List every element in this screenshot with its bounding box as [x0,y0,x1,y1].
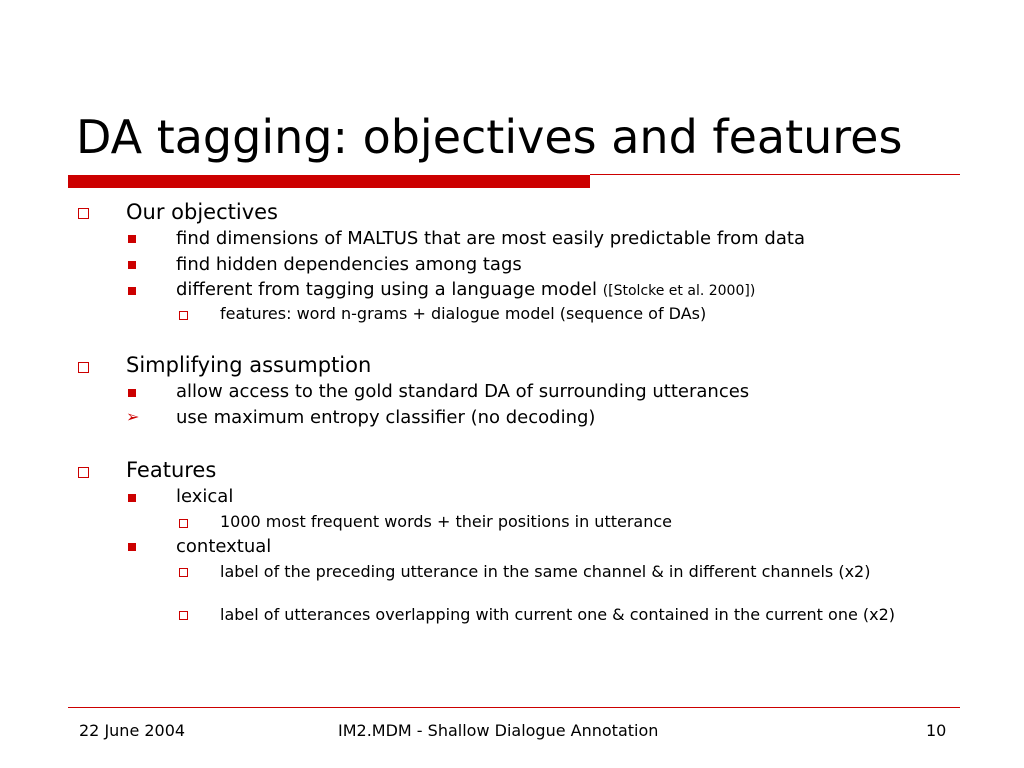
footer-date: 22 June 2004 [79,721,186,740]
hollow-square-bullet-icon [179,519,188,528]
hollow-square-bullet-icon [78,208,89,219]
section-heading-features: Features [126,458,217,482]
list-item: allow access to the gold standard DA of surrounding utterances [176,381,750,402]
footer-rule [68,707,960,708]
slide-title: DA tagging: objectives and features [76,110,903,164]
hollow-square-bullet-icon [179,611,188,620]
list-item: lexical [176,486,234,507]
hollow-square-bullet-icon [78,362,89,373]
list-item: find dimensions of MALTUS that are most easily predictable from data [176,228,805,249]
citation: ([Stolcke et al. 2000]) [602,283,756,299]
solid-square-bullet-icon [128,389,136,397]
solid-square-bullet-icon [128,235,136,243]
page-number: 10 [926,721,947,740]
list-item [176,278,755,303]
arrow-bullet-icon: ➢ [126,407,140,426]
list-item: 1000 most frequent words + their positions in utterance [220,512,672,531]
list-item: find hidden dependencies among tags [176,254,522,275]
list-item-text: different from tagging using a language model [176,279,597,300]
hollow-square-bullet-icon [179,568,188,577]
solid-square-bullet-icon [128,287,136,295]
section-heading-objectives: Our objectives [126,200,278,224]
footer-title: IM2.MDM - Shallow Dialogue Annotation [338,721,659,740]
list-item: label of utterances overlapping with current one & contained in the current one (x2) [220,605,896,624]
solid-square-bullet-icon [128,261,136,269]
list-item: contextual [176,536,272,557]
list-item: use maximum entropy classifier (no decoding) [176,407,596,428]
list-item: features: word n-grams + dialogue model (sequence of DAs) [220,304,707,323]
solid-square-bullet-icon [128,494,136,502]
solid-square-bullet-icon [128,543,136,551]
list-item: label of the preceding utterance in the same channel & in different channels (x2) [220,562,871,581]
title-underline-thin [590,174,960,175]
hollow-square-bullet-icon [78,467,89,478]
title-underline-thick [68,175,590,188]
section-heading-assumption: Simplifying assumption [126,353,372,377]
hollow-square-bullet-icon [179,311,188,320]
